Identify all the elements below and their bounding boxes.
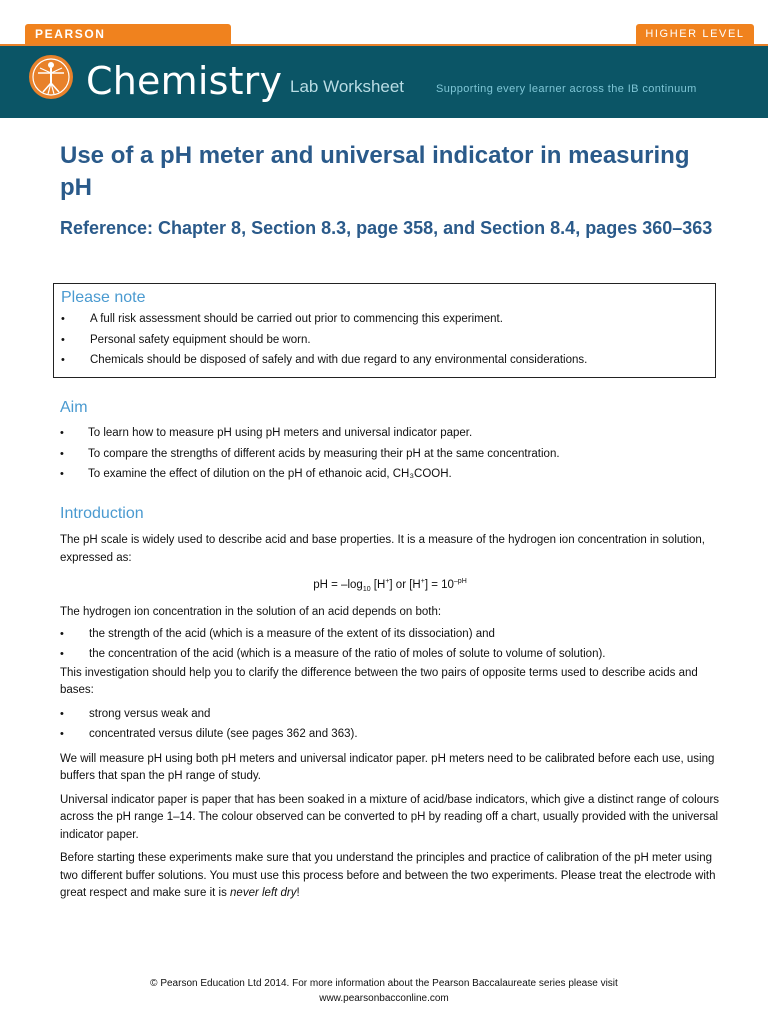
formula-superscript: + xyxy=(385,578,390,585)
list-item xyxy=(61,330,708,351)
intro-paragraph-5: Universal indicator paper is paper that has been soaked in a mixture of acid/base indicators, which give a distinct range of colours across the pH range 1–14. The colour observed can be converted to pH by reading off a chart, usually provided with the universal indicator paper. xyxy=(60,793,720,841)
formula-part: pH = –log xyxy=(313,578,363,591)
list-item xyxy=(60,423,720,444)
list-item xyxy=(61,309,708,330)
formula-part: ] = 10 xyxy=(424,578,454,591)
intro-paragraph-4: We will measure pH using both pH meters and universal indicator paper. pH meters need to be calibrated before each use, using buffers that span the pH range of study. xyxy=(60,752,715,783)
bullet-icon: • xyxy=(60,648,64,661)
aim-section xyxy=(60,397,720,485)
introduction-heading: Introduction xyxy=(60,505,144,522)
footer-website-link[interactable]: www.pearsonbacconline.com xyxy=(319,993,449,1004)
list-item-text: the strength of the acid (which is a measure of the extent of its dissociation) and xyxy=(89,627,495,640)
bullet-icon: • xyxy=(60,627,64,640)
list-item xyxy=(60,444,720,465)
list-item xyxy=(60,644,720,665)
page-title: Use of a pH meter and universal indicator in measuring pH xyxy=(60,142,690,201)
list-item-text: To learn how to measure pH using pH meters and universal indicator paper. xyxy=(88,427,473,439)
list-item xyxy=(61,350,708,371)
list-item-text: Chemicals should be disposed of safely and with due regard to any environmental considerations. xyxy=(90,354,588,366)
list-item xyxy=(60,724,720,745)
list-item-text: To examine the effect of dilution on the pH of ethanoic acid, CH₃COOH. xyxy=(88,468,452,480)
paragraph-text: Before starting these experiments make sure that you understand the principles and practice of calibration of the pH meter using two different buffer solutions. You must use this process before and between the two experiments. Please treat the electrode with great respect and make sure it is xyxy=(60,852,716,900)
bullet-icon: • xyxy=(61,354,65,366)
aim-list xyxy=(60,423,720,485)
list-item xyxy=(60,704,720,725)
list-item-text: the concentration of the acid (which is a measure of the ratio of moles of solute to volume of solution). xyxy=(89,648,606,661)
emphasis-text: never left dry xyxy=(230,887,297,900)
formula-superscript: + xyxy=(420,578,425,585)
level-badge: HIGHER LEVEL xyxy=(636,24,754,44)
banner-accent-line xyxy=(0,44,768,46)
intro-paragraph-6 xyxy=(60,850,720,903)
intro-paragraph-3: This investigation should help you to clarify the difference between the two pairs of opposite terms used to describe acids and bases: xyxy=(60,666,698,697)
list-item-text: strong versus weak and xyxy=(89,707,211,720)
formula-subscript: 10 xyxy=(362,586,371,594)
brand-tab: PEARSON xyxy=(25,24,231,44)
subject-title: Chemistry xyxy=(86,59,283,103)
introduction-section xyxy=(60,503,720,903)
title-block xyxy=(60,140,720,241)
list-item-text: concentrated versus dilute (see pages 362 and 363). xyxy=(89,728,358,741)
page-footer xyxy=(0,976,768,1006)
bullet-icon: • xyxy=(60,707,64,720)
vitruvian-logo-icon xyxy=(26,52,76,102)
tagline: Supporting every learner across the IB continuum xyxy=(436,83,697,95)
doc-type-label: Lab Worksheet xyxy=(290,77,405,96)
bullet-icon: • xyxy=(60,468,64,480)
list-item-text: To compare the strengths of different acids by measuring their pH at the same concentration. xyxy=(88,447,560,460)
bullet-icon: • xyxy=(60,728,64,741)
acid-factors-list xyxy=(60,624,720,665)
opposite-terms-list xyxy=(60,704,720,745)
list-item xyxy=(60,464,720,485)
list-item-text: A full risk assessment should be carried out prior to commencing this experiment. xyxy=(90,313,503,325)
bullet-icon: • xyxy=(60,427,64,439)
footer-copyright: © Pearson Education Ltd 2014. For more information about the Pearson Baccalaureate series please visit xyxy=(150,978,618,989)
formula-part: [H xyxy=(370,578,386,591)
please-note-heading: Please note xyxy=(61,289,146,306)
bullet-icon: • xyxy=(60,447,64,460)
paragraph-text: ! xyxy=(296,887,300,900)
please-note-list xyxy=(61,309,708,371)
ph-formula xyxy=(60,572,720,600)
list-item-text: Personal safety equipment should be worn. xyxy=(90,333,311,346)
bullet-icon: • xyxy=(61,313,65,325)
aim-heading: Aim xyxy=(60,399,88,416)
formula-superscript: –pH xyxy=(453,578,467,585)
bullet-icon: • xyxy=(61,333,65,346)
list-item xyxy=(60,624,720,645)
please-note-box xyxy=(53,283,716,378)
formula-part: ] or [H xyxy=(389,578,421,591)
intro-paragraph-1: The pH scale is widely used to describe acid and base properties. It is a measure of the hydrogen ion concentration in solution, expressed as: xyxy=(60,534,706,564)
intro-paragraph-2: The hydrogen ion concentration in the solution of an acid depends on both: xyxy=(60,606,442,619)
reference-heading: Reference: Chapter 8, Section 8.3, page 358, and Section 8.4, pages 360–363 xyxy=(60,218,713,238)
